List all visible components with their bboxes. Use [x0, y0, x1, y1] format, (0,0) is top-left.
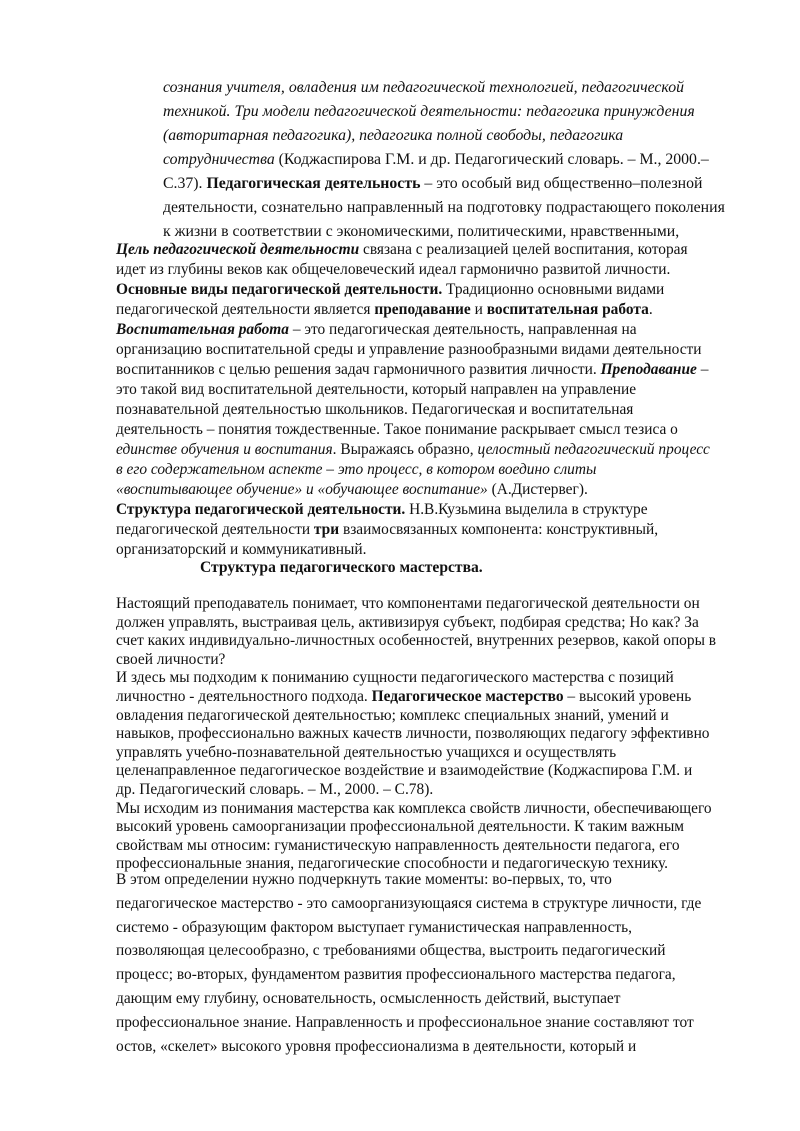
text-line: [116, 460, 596, 480]
text-line: [116, 594, 700, 614]
text-line: [116, 687, 691, 707]
text-run: – высокий уровень: [563, 688, 692, 705]
text-run: связана с реализацией целей воспитания, которая: [359, 241, 688, 258]
emphasized-text: сознания учителя, овладения им педагогической технологией, педагогической: [163, 79, 685, 96]
text-run: педагогической деятельности: [116, 521, 314, 538]
text-run: – это особый вид общественно–полезной: [420, 175, 703, 192]
text-run: это такой вид воспитательной деятельности, который направлен на управление: [116, 381, 637, 398]
text-line: [163, 172, 703, 196]
text-line: [116, 963, 676, 987]
emphasized-text: воспитательная работа: [486, 301, 649, 318]
text-line: [116, 300, 653, 320]
text-line: [116, 500, 648, 520]
emphasized-text: Педагогическое мастерство: [371, 688, 564, 705]
text-line: [163, 148, 709, 172]
text-run: профессиональное знание. Направленность и профессиональное знание составляют тот: [116, 1013, 694, 1031]
text-run: и: [470, 301, 487, 318]
text-run: познавательной деятельностью школьников. Педагогическая и воспитательная: [116, 401, 634, 418]
text-run: И здесь мы подходим к пониманию сущности педагогического мастерства с позиций: [116, 669, 674, 687]
emphasized-text: Основные виды педагогической деятельности.: [116, 281, 443, 298]
emphasized-text: целостный педагогический процесс: [477, 441, 710, 458]
text-run: организаторский и коммуникативный.: [116, 541, 367, 558]
text-line: [163, 124, 623, 148]
text-run: овладения педагогической деятельностью; комплекс специальных знаний, умений и: [116, 706, 669, 724]
text-run: Настоящий преподаватель понимает, что компонентами педагогической деятельности он: [116, 595, 700, 612]
text-run: управлять учебно-познавательной деятельностью учащихся и осуществлять: [116, 743, 617, 761]
text-run: Мы исходим из понимания мастерства как комплекса свойств личности, обеспечивающего: [116, 799, 712, 817]
text-run: личностно - деятельностного подхода.: [116, 688, 372, 705]
emphasized-text: техникой. Три модели педагогической деятельности: педагогика принуждения: [163, 103, 695, 120]
text-line: [116, 440, 710, 460]
text-run: деятельность – понятия тождественные. Такое понимание раскрывает смысл тезиса о: [116, 421, 678, 438]
text-line: [116, 360, 708, 380]
text-run: свойствам мы относим: гуманистическую направленность деятельности педагога, его: [116, 836, 680, 854]
text-line: [116, 520, 658, 540]
text-line: [116, 939, 665, 963]
emphasized-text: три: [313, 521, 340, 538]
text-line: [116, 340, 702, 360]
text-line: [116, 799, 712, 819]
text-run: деятельности, сознательно направленный на подготовку подрастающего поколения: [163, 199, 725, 216]
text-line: [116, 706, 669, 726]
text-line: [116, 240, 688, 260]
text-run: педагогической деятельности является: [116, 301, 375, 318]
text-line: [116, 260, 670, 280]
text-run: (Коджаспирова Г.М. и др. Педагогический словарь. – М., 2000.–: [274, 151, 709, 168]
emphasized-text: единстве обучения и воспитания: [116, 441, 333, 458]
text-run: должен управлять, выстраивая цель, активизируя субъект, подбирая средства; Но как? За: [116, 613, 699, 631]
text-line: [116, 761, 692, 781]
text-line: [116, 650, 225, 670]
emphasized-text: Структура педагогической деятельности.: [116, 501, 406, 518]
emphasized-text: в его содержательном аспекте – это процесс, в котором воедино слиты: [116, 461, 597, 478]
emphasized-text: Педагогическая деятельность: [206, 175, 421, 192]
text-run: (А.Дистервег).: [487, 481, 588, 498]
text-run: В этом определении нужно подчеркнуть такие моменты: во-первых, то, что: [116, 871, 612, 888]
text-line: [116, 892, 701, 916]
emphasized-text: «воспитывающее обучение» и «обучающее воспитание»: [116, 481, 488, 498]
text-run: –: [696, 361, 709, 378]
text-line: [116, 400, 633, 420]
text-line: [116, 631, 716, 651]
text-run: С.37).: [163, 175, 207, 192]
emphasized-text: сотрудничества: [163, 151, 275, 168]
text-run: педагогическое мастерство - это самоорганизующаяся система в структуре личности, где: [116, 894, 702, 912]
text-run: организацию воспитательной среды и управление разнообразными видами деятельности: [116, 341, 702, 358]
text-line: [116, 1035, 636, 1059]
text-line: [116, 320, 637, 340]
emphasized-text: Воспитательная работа: [116, 321, 289, 338]
emphasized-text: Преподавание: [600, 361, 697, 378]
text-line: [116, 480, 588, 500]
text-run: целенаправленное педагогическое воздействие и взаимодействие (Коджаспирова Г.М. и: [116, 762, 693, 780]
text-run: взаимосвязанных компонента: конструктивный,: [339, 521, 659, 538]
text-line: [116, 987, 620, 1011]
section-heading: Структура педагогического мастерства.: [200, 559, 483, 576]
text-line: [163, 196, 725, 220]
text-run: – это педагогическая деятельность, направленная на: [288, 321, 637, 338]
text-line: [116, 724, 710, 744]
text-line: [116, 868, 612, 892]
text-line: [116, 540, 366, 560]
text-run: .: [648, 301, 653, 318]
text-line: [163, 100, 695, 124]
text-line: [163, 76, 684, 100]
text-run: к жизни в соответствии с экономическими, политическими, нравственными,: [163, 223, 680, 240]
text-line: [116, 420, 678, 440]
text-run: Н.В.Кузьмина выделила в структуре: [405, 501, 648, 518]
text-line: [116, 780, 433, 800]
text-run: своей личности?: [116, 650, 226, 668]
emphasized-text: (авторитарная педагогика), педагогика полной свободы, педагогика: [163, 127, 624, 144]
text-run: счет каких индивидуально-личностных особенностей, внутренних резервов, какой опоры в: [116, 632, 717, 650]
text-run: идет из глубины веков как общечеловеческий идеал гармонично развитой личности.: [116, 261, 671, 278]
text-line: [116, 817, 684, 837]
text-run: воспитанников с целью решения задач гармоничного развития личности.: [116, 361, 601, 378]
text-line: [116, 380, 636, 400]
text-line: [116, 836, 680, 856]
text-line: [116, 613, 699, 633]
text-run: высокий уровень самоорганизации профессиональной деятельности. К таким важным: [116, 818, 685, 836]
text-run: . Выражаясь образно,: [332, 441, 478, 458]
text-line: [116, 280, 664, 300]
emphasized-text: Цель педагогической деятельности: [116, 241, 360, 258]
text-run: навыков, профессионально важных качеств личности, позволяющих педагогу эффективно: [116, 725, 710, 743]
emphasized-text: преподавание: [374, 301, 471, 318]
text-run: процесс; во-вторых, фундаментом развития профессионального мастерства педагога,: [116, 966, 676, 984]
text-run: остов, «скелет» высокого уровня профессионализма в деятельности, который и: [116, 1037, 637, 1055]
text-line: [116, 916, 632, 940]
text-run: др. Педагогический словарь. – М., 2000. – С.78).: [116, 781, 434, 798]
text-run: Традиционно основными видами: [442, 281, 665, 298]
text-line: [116, 668, 674, 688]
text-line: [116, 1011, 694, 1035]
text-run: профессиональные знания, педагогические способности и педагогическую технику.: [116, 855, 668, 873]
text-run: дающим ему глубину, основательность, осмысленность действий, выступает: [116, 990, 621, 1007]
text-line: [116, 743, 616, 763]
text-run: позволяющая целесообразно, с требованиями общества, выстроить педагогический: [116, 942, 666, 960]
text-run: системо - образующим фактором выступает гуманистическая направленность,: [116, 918, 632, 936]
